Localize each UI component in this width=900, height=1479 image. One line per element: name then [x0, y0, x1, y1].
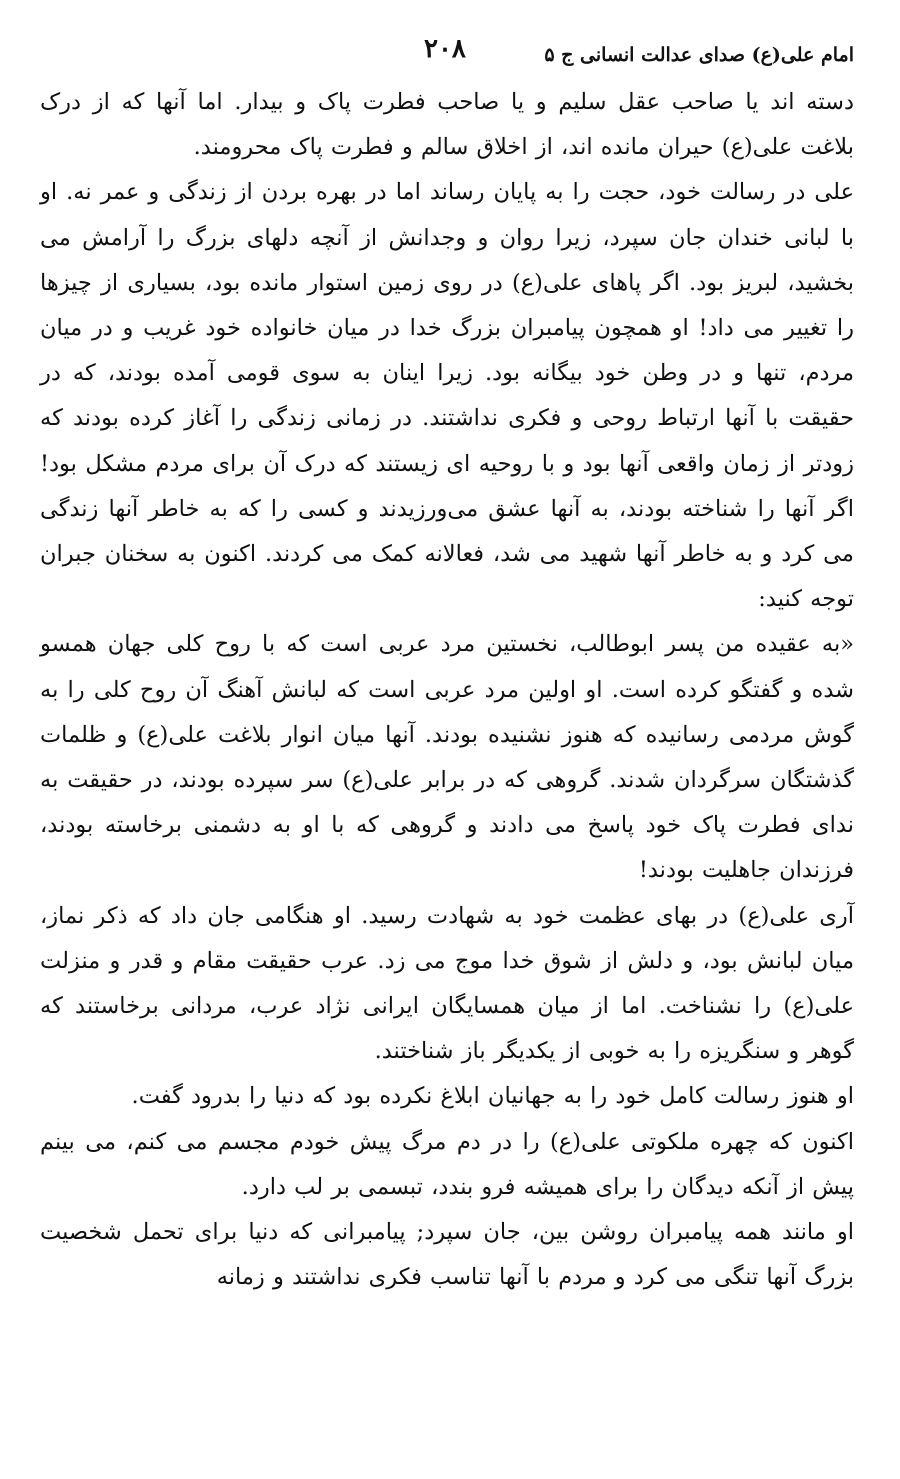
paragraph-2: علی در رسالت خود، حجت را به پایان رساند اما در بهره بردن از زندگی و عمر نه. او با لبانی خندان جان سپرد، زیرا روان و وجدانش از آنچه دلهای بزرگ را آرامش می بخشید، لبریز بود. اگر پاهای علی(ع) در روی زمین استوار مانده بود، بسیاری از چیزها را تغییر می داد! او همچون پیامبران بزرگ خدا در میان خانواده خود غریب و در میان مردم، تنها و در وطن خود بیگانه بود. زیرا اینان به سوی قومی آمده بودند، که در حقیقت با آنها ارتباط روحی و فکری نداشتند. در زمانی زندگی را آغاز کرده بودند که زودتر از زمان واقعی آنها بود و با روحیه ای زیستند که درک آن برای مردم مشکل بود! اگر آنها را شناخته بودند، به آنها عشق می‌ورزیدند و کسی را که به خاطر آنها زندگی می کرد و به خاطر آنها شهید می شد، فعالانه کمک می کردند. اکنون به سخنان جبران توجه کنید:	[40, 179, 854, 613]
paragraph-6: اکنون که چهره ملکوتی علی(ع) را در دم مرگ پیش خودم مجسم می کنم، می بینم پیش از آنکه دیدگان را برای همیشه فرو بندد، تبسمی بر لب دارد.	[40, 1128, 854, 1200]
body-text	[40, 80, 854, 1300]
running-header	[40, 30, 854, 72]
paragraph-7: او مانند همه پیامبران روشن بین، جان سپرد; پیامبرانی که دنیا برای تحمل شخصیت بزرگ آنها تنگی می کرد و مردم با آنها تناسب فکری نداشتند و زمانه	[40, 1219, 854, 1291]
paragraph-1: دسته اند یا صاحب عقل سلیم و یا صاحب فطرت پاک و بیدار. اما آنها که از درک بلاغت علی(ع) حیران مانده اند، از اخلاق سالم و فطرت پاک محرومند.	[40, 89, 854, 161]
page-number: ۲۰۸	[424, 34, 466, 64]
paragraph-4: آری علی(ع) در بهای عظمت خود به شهادت رسید. او هنگامی جان داد که ذکر نماز، میان لبانش بود، و دلش از شوق خدا موج می زد. عرب حقیقت مقام و قدر و منزلت علی(ع) را نشناخت. اما از میان همسایگان ایرانی نژاد عرب، مردانی برخاستند که گوهر و سنگریزه را به خوبی از یکدیگر باز شناختند.	[40, 902, 854, 1065]
book-page	[40, 30, 854, 1459]
quotation-paragraph: «به عقیده من پسر ابوطالب، نخستین مرد عربی است که با روح کلی جهان همسو شده و گفتگو کرده است. او اولین مرد عربی است که لبانش آهنگ آن روح کلی را به گوش مردمی رسانیده که هنوز نشنیده بودند. آنها میان انوار بلاغت علی(ع) و ظلمات گذشتگان سرگردان شدند. گروهی که در برابر علی(ع) سر سپرده بودند، در حقیقت به ندای فطرت پاک خود پاسخ می دادند و گروهی که با او به دشمنی برخاسته بودند، فرزندان جاهلیت بودند!	[40, 631, 854, 884]
paragraph-5: او هنوز رسالت کامل خود را به جهانیان ابلاغ نکرده بود که دنیا را بدرود گفت.	[131, 1083, 854, 1110]
running-title: امام علی(ع) صدای عدالت انسانی ج ۵	[544, 44, 854, 66]
